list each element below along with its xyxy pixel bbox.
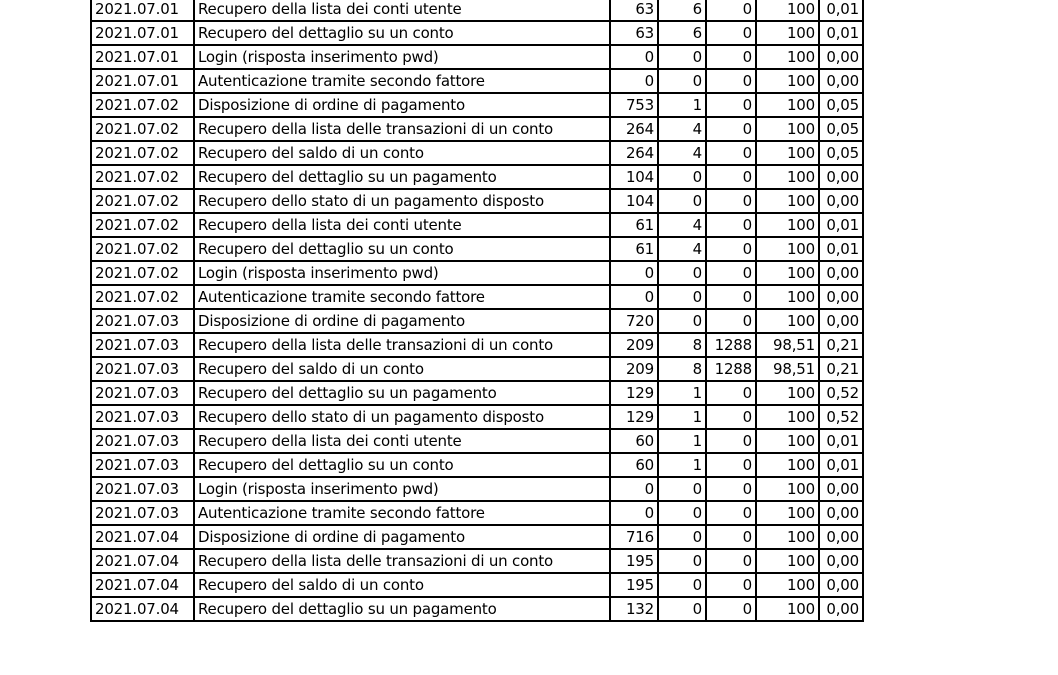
count-cell: 264 — [610, 117, 658, 141]
value-cell: 0 — [658, 501, 706, 525]
date-cell: 2021.07.01 — [91, 69, 194, 93]
error-cell: 1288 — [706, 333, 756, 357]
error-cell: 0 — [706, 549, 756, 573]
date-cell: 2021.07.03 — [91, 357, 194, 381]
value-cell: 0 — [658, 189, 706, 213]
ratio-cell: 0,00 — [819, 261, 863, 285]
percent-cell: 100 — [756, 453, 819, 477]
error-cell: 0 — [706, 213, 756, 237]
ratio-cell: 0,00 — [819, 189, 863, 213]
value-cell: 8 — [658, 333, 706, 357]
operation-cell: Recupero del dettaglio su un pagamento — [194, 597, 610, 621]
count-cell: 0 — [610, 501, 658, 525]
count-cell: 61 — [610, 213, 658, 237]
percent-cell: 100 — [756, 549, 819, 573]
ratio-cell: 0,05 — [819, 93, 863, 117]
operation-cell: Login (risposta inserimento pwd) — [194, 477, 610, 501]
date-cell: 2021.07.02 — [91, 261, 194, 285]
value-cell: 4 — [658, 213, 706, 237]
error-cell: 0 — [706, 405, 756, 429]
count-cell: 104 — [610, 165, 658, 189]
count-cell: 720 — [610, 309, 658, 333]
operation-cell: Autenticazione tramite secondo fattore — [194, 285, 610, 309]
value-cell: 0 — [658, 309, 706, 333]
percent-cell: 100 — [756, 381, 819, 405]
count-cell: 63 — [610, 21, 658, 45]
operation-cell: Autenticazione tramite secondo fattore — [194, 501, 610, 525]
count-cell: 132 — [610, 597, 658, 621]
count-cell: 63 — [610, 0, 658, 21]
date-cell: 2021.07.02 — [91, 141, 194, 165]
data-table — [90, 0, 864, 622]
table-row — [91, 429, 863, 453]
operation-cell: Recupero del dettaglio su un conto — [194, 21, 610, 45]
count-cell: 129 — [610, 381, 658, 405]
date-cell: 2021.07.02 — [91, 213, 194, 237]
table-row — [91, 21, 863, 45]
table-row — [91, 333, 863, 357]
percent-cell: 98,51 — [756, 357, 819, 381]
table-row — [91, 597, 863, 621]
value-cell: 8 — [658, 357, 706, 381]
percent-cell: 100 — [756, 573, 819, 597]
value-cell: 0 — [658, 477, 706, 501]
error-cell: 0 — [706, 381, 756, 405]
percent-cell: 98,51 — [756, 333, 819, 357]
table-row — [91, 0, 863, 21]
percent-cell: 100 — [756, 141, 819, 165]
error-cell: 0 — [706, 597, 756, 621]
table-row — [91, 261, 863, 285]
operation-cell: Recupero del dettaglio su un pagamento — [194, 381, 610, 405]
value-cell: 4 — [658, 141, 706, 165]
count-cell: 716 — [610, 525, 658, 549]
operation-cell: Recupero del dettaglio su un conto — [194, 237, 610, 261]
date-cell: 2021.07.04 — [91, 597, 194, 621]
error-cell: 0 — [706, 501, 756, 525]
operation-cell: Autenticazione tramite secondo fattore — [194, 69, 610, 93]
ratio-cell: 0,00 — [819, 45, 863, 69]
percent-cell: 100 — [756, 93, 819, 117]
percent-cell: 100 — [756, 213, 819, 237]
ratio-cell: 0,21 — [819, 357, 863, 381]
table-row — [91, 405, 863, 429]
table-row — [91, 165, 863, 189]
error-cell: 0 — [706, 69, 756, 93]
value-cell: 0 — [658, 165, 706, 189]
date-cell: 2021.07.02 — [91, 189, 194, 213]
ratio-cell: 0,00 — [819, 477, 863, 501]
date-cell: 2021.07.03 — [91, 429, 194, 453]
value-cell: 0 — [658, 573, 706, 597]
operation-cell: Recupero della lista dei conti utente — [194, 429, 610, 453]
count-cell: 209 — [610, 333, 658, 357]
date-cell: 2021.07.03 — [91, 309, 194, 333]
count-cell: 209 — [610, 357, 658, 381]
value-cell: 1 — [658, 453, 706, 477]
ratio-cell: 0,05 — [819, 141, 863, 165]
count-cell: 195 — [610, 573, 658, 597]
date-cell: 2021.07.01 — [91, 21, 194, 45]
count-cell: 129 — [610, 405, 658, 429]
date-cell: 2021.07.02 — [91, 165, 194, 189]
table-row — [91, 525, 863, 549]
percent-cell: 100 — [756, 285, 819, 309]
operation-cell: Disposizione di ordine di pagamento — [194, 309, 610, 333]
table-row — [91, 285, 863, 309]
operation-cell: Recupero della lista dei conti utente — [194, 0, 610, 21]
ratio-cell: 0,01 — [819, 453, 863, 477]
table-row — [91, 357, 863, 381]
table-row — [91, 237, 863, 261]
value-cell: 0 — [658, 69, 706, 93]
error-cell: 0 — [706, 0, 756, 21]
ratio-cell: 0,01 — [819, 213, 863, 237]
percent-cell: 100 — [756, 477, 819, 501]
date-cell: 2021.07.03 — [91, 333, 194, 357]
percent-cell: 100 — [756, 45, 819, 69]
value-cell: 1 — [658, 381, 706, 405]
ratio-cell: 0,01 — [819, 237, 863, 261]
count-cell: 264 — [610, 141, 658, 165]
value-cell: 0 — [658, 549, 706, 573]
error-cell: 0 — [706, 45, 756, 69]
error-cell: 0 — [706, 309, 756, 333]
percent-cell: 100 — [756, 165, 819, 189]
operation-cell: Disposizione di ordine di pagamento — [194, 525, 610, 549]
error-cell: 0 — [706, 429, 756, 453]
date-cell: 2021.07.02 — [91, 117, 194, 141]
ratio-cell: 0,00 — [819, 549, 863, 573]
table-row — [91, 477, 863, 501]
operation-cell: Disposizione di ordine di pagamento — [194, 93, 610, 117]
percent-cell: 100 — [756, 261, 819, 285]
ratio-cell: 0,00 — [819, 573, 863, 597]
count-cell: 60 — [610, 453, 658, 477]
ratio-cell: 0,00 — [819, 69, 863, 93]
count-cell: 195 — [610, 549, 658, 573]
error-cell: 0 — [706, 261, 756, 285]
ratio-cell: 0,01 — [819, 0, 863, 21]
table-row — [91, 309, 863, 333]
date-cell: 2021.07.04 — [91, 549, 194, 573]
ratio-cell: 0,52 — [819, 381, 863, 405]
ratio-cell: 0,00 — [819, 285, 863, 309]
ratio-cell: 0,00 — [819, 501, 863, 525]
operation-cell: Recupero dello stato di un pagamento disposto — [194, 405, 610, 429]
error-cell: 0 — [706, 237, 756, 261]
count-cell: 0 — [610, 477, 658, 501]
ratio-cell: 0,52 — [819, 405, 863, 429]
count-cell: 60 — [610, 429, 658, 453]
operation-cell: Recupero della lista dei conti utente — [194, 213, 610, 237]
error-cell: 0 — [706, 525, 756, 549]
error-cell: 0 — [706, 141, 756, 165]
ratio-cell: 0,21 — [819, 333, 863, 357]
operation-cell: Login (risposta inserimento pwd) — [194, 45, 610, 69]
percent-cell: 100 — [756, 501, 819, 525]
ratio-cell: 0,00 — [819, 597, 863, 621]
table-row — [91, 453, 863, 477]
error-cell: 0 — [706, 453, 756, 477]
value-cell: 0 — [658, 525, 706, 549]
value-cell: 1 — [658, 405, 706, 429]
error-cell: 0 — [706, 477, 756, 501]
count-cell: 61 — [610, 237, 658, 261]
operation-cell: Recupero dello stato di un pagamento disposto — [194, 189, 610, 213]
table-row — [91, 141, 863, 165]
ratio-cell: 0,01 — [819, 429, 863, 453]
percent-cell: 100 — [756, 429, 819, 453]
date-cell: 2021.07.03 — [91, 477, 194, 501]
date-cell: 2021.07.01 — [91, 0, 194, 21]
date-cell: 2021.07.01 — [91, 45, 194, 69]
operation-cell: Login (risposta inserimento pwd) — [194, 261, 610, 285]
operation-cell: Recupero del saldo di un conto — [194, 141, 610, 165]
percent-cell: 100 — [756, 117, 819, 141]
date-cell: 2021.07.03 — [91, 453, 194, 477]
operation-cell: Recupero della lista delle transazioni di un conto — [194, 117, 610, 141]
count-cell: 0 — [610, 69, 658, 93]
ratio-cell: 0,00 — [819, 525, 863, 549]
value-cell: 1 — [658, 429, 706, 453]
table-row — [91, 189, 863, 213]
value-cell: 1 — [658, 93, 706, 117]
percent-cell: 100 — [756, 237, 819, 261]
percent-cell: 100 — [756, 309, 819, 333]
operation-cell: Recupero del saldo di un conto — [194, 573, 610, 597]
ratio-cell: 0,00 — [819, 309, 863, 333]
date-cell: 2021.07.02 — [91, 93, 194, 117]
table-row — [91, 549, 863, 573]
ratio-cell: 0,01 — [819, 21, 863, 45]
ratio-cell: 0,05 — [819, 117, 863, 141]
error-cell: 0 — [706, 21, 756, 45]
count-cell: 0 — [610, 261, 658, 285]
date-cell: 2021.07.04 — [91, 525, 194, 549]
date-cell: 2021.07.03 — [91, 381, 194, 405]
count-cell: 104 — [610, 189, 658, 213]
count-cell: 0 — [610, 285, 658, 309]
error-cell: 0 — [706, 117, 756, 141]
date-cell: 2021.07.03 — [91, 501, 194, 525]
value-cell: 6 — [658, 21, 706, 45]
value-cell: 0 — [658, 45, 706, 69]
operation-cell: Recupero del dettaglio su un conto — [194, 453, 610, 477]
ratio-cell: 0,00 — [819, 165, 863, 189]
operation-cell: Recupero del dettaglio su un pagamento — [194, 165, 610, 189]
date-cell: 2021.07.03 — [91, 405, 194, 429]
table-body — [91, 0, 863, 621]
percent-cell: 100 — [756, 189, 819, 213]
percent-cell: 100 — [756, 405, 819, 429]
count-cell: 0 — [610, 45, 658, 69]
percent-cell: 100 — [756, 69, 819, 93]
operation-cell: Recupero della lista delle transazioni di un conto — [194, 333, 610, 357]
value-cell: 4 — [658, 237, 706, 261]
error-cell: 0 — [706, 573, 756, 597]
table-row — [91, 117, 863, 141]
operation-cell: Recupero del saldo di un conto — [194, 357, 610, 381]
table-row — [91, 501, 863, 525]
value-cell: 4 — [658, 117, 706, 141]
table-row — [91, 69, 863, 93]
error-cell: 0 — [706, 93, 756, 117]
percent-cell: 100 — [756, 21, 819, 45]
error-cell: 1288 — [706, 357, 756, 381]
table-row — [91, 45, 863, 69]
date-cell: 2021.07.04 — [91, 573, 194, 597]
value-cell: 0 — [658, 597, 706, 621]
table-row — [91, 573, 863, 597]
table-row — [91, 381, 863, 405]
percent-cell: 100 — [756, 525, 819, 549]
count-cell: 753 — [610, 93, 658, 117]
value-cell: 0 — [658, 285, 706, 309]
date-cell: 2021.07.02 — [91, 237, 194, 261]
error-cell: 0 — [706, 285, 756, 309]
date-cell: 2021.07.02 — [91, 285, 194, 309]
percent-cell: 100 — [756, 0, 819, 21]
operation-cell: Recupero della lista delle transazioni di un conto — [194, 549, 610, 573]
table-row — [91, 93, 863, 117]
percent-cell: 100 — [756, 597, 819, 621]
value-cell: 0 — [658, 261, 706, 285]
error-cell: 0 — [706, 165, 756, 189]
error-cell: 0 — [706, 189, 756, 213]
value-cell: 6 — [658, 0, 706, 21]
table-row — [91, 213, 863, 237]
